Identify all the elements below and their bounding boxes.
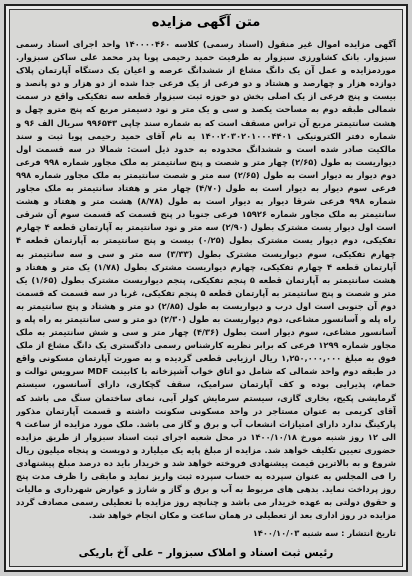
notice-body: آگهی مزایده اموال غیر منقول (اسناد رسمی) کلاسه ۱۴۰۰۰۰۴۶۰ واحد اجرای اسناد رسمی سبزوار. بانک کشاورزی سبزوار به طرفیت حمید رحیمی پویا پدر محمد علی ساکن سبزوار. موردمزایده و عمل آن یک دانگ مشاع از ششدانگ عرصه و اعیان یک دستگاه آپارتمان پلاک دوازده هزار و چهارصد و هشتاد و دو فرعی از یک فرعی جدا شده از دو هزار و دو پانصد و بیست و پنج فرعی از یک اصلی بخش دو حوزه ثبت سبزوار قطعه سه تفکیکی واقع در سمت شمالی طبقه دوم به مساحت یکصد و سی و یک متر و نود دسیمتر مربع که پنج مترو چهل و هشت سانتیمتر مربع آن تراس مسقف است که به شماره سند چاپی ۹۹۶۵۴۳ سریال الف ۹۶ و شماره دفتر الکترونیکی ۱۴۰۰۲۰۳۰۲۰۱۰۰۰۴۴۰۱ به نام آقای حمید رحیمی پویا ثبت و سند مالکیت صادر شده است و ششدانگ محدوده به حدود ذیل است: شمالا در سه قسمت اول دیواریست به طول (۲/۶۵) چهار متر و شصت و پنج سانتیمتر به ملک مجاور شماره ۹۹۸ فرعی دوم دیوار به دیوار است به طول (۲/۶۵) سه متر و شصت سانتیمتر به ملک مجاور شماره ۹۹۸ فرعی سوم دیوار به دیوار است به طول (۴/۷۰) چهار متر و هفتاد سانتیمتر به ملک مجاور شماره ۹۹۸ فرعی شرقا دیوار به دیوار است به طول (۸/۷۸) هشت متر و هفتاد و هشت سانتیمتر به ملک مجاور شماره ۱۵۹۲۶ فرعی جنوبا در پنج قسمت که قسمت سوم آن شرقی است اول دیوار یست مشترک بطول (۲/۹۰) سه متر و نود سانتیمتر به آپارتمان قطعه ۴ چهارم تفکیکی، دوم دیوار یست مشترک بطول (۰/۲۵) بیست و پنج سانتیمتر به آپارتمان قطعه ۴ چهارم تفکیکی، سوم دیواریست مشترک بطول (۳/۳۳) سه متر و سی و سه سانتیمتر به آپارتمان قطعه ۴ چهارم تفکیکی، چهارم دیواریست مشترک بطول (۱/۷۸) یک متر و هفتاد و هشت سانتیمتر به آپارتمان قطعه ۵ پنجم تفکیکی، پنجم دیواریست مشترک بطول (۱/۶۵) یک متر و شصت و پنج سانتیمتر به آپارتمان قطعه ۵ پنجم تفکیکی، غربا در سه قسمت که قسمت دوم آن جنوبی است اول درب و دیواریست به طول (۲/۸۵) دو متر و هشتاد و پنج سانتیمتر به راه پله و آسانسور مشاعی، دوم دیواریست به طول (۲/۳۰) دو متر و سی سانتیمتر به راه پله و آسانسور مشاعی، سوم دیوار است بطول (۴/۳۶) چهار متر و سی و شش سانتیمتر به ملک مجاور شماره ۱۲۹۹ فرعی که برابر نظریه کارشناس رسمی دادگستری یک دانگ مشاع از ملک فوق به مبلغ ۱,۲۵۰,۰۰۰,۰۰۰ ریال ارزیابی قطعی گردیده و به صورت آپارتمان مسکونی واقع در طبقه دوم واحد شمالی که شامل دو اتاق خواب آشپزخانه با کابینت MDF سرویس توالت و حمام، پذیرایی بوده و کف آپارتمان سرامیک، سقف گچکاری، دارای آسانسور، سیستم گرمایشی پکیج، بخاری گازی، سیستم سرمایش کولر آبی، نمای ساختمان سنگ می باشد که آقای کریمی به عنوان مستاجر در واحد مسکونی سکونت داشته و قسمت آپارتمان مذکور پارکینگ ندارد دارای امتیازات انشعاب آب و برق و گاز می باشد. ملک مورد مزایده از ساعت ۹ الی ۱۲ روز شنبه مورخ ۱۴۰۰/۱۰/۱۸ در محل شعبه اجرای ثبت اسناد سبزوار از طریق مزایده حضوری تعیین تکلیف خواهد شد. مزایده از مبلغ پایه یک میلیارد و دویست و پنجاه میلیون ریال شروع و به بالاترین قیمت پیشنهادی فروخته خواهد شد و خریدار باید ده درصد مبلغ پیشنهادی را فی المجلس به عنوان سپرده به حساب سپرده ثبت واریز نماید و مابقی را ظرف مدت پنج روز پرداخت نماید. بدهی های مربوط به آب و برق و گاز و شارژ و عوارض شهرداری و مالیات و حقوق دولتی به عهده خریدار می باشد و چنانچه روز مزایده با تعطیلی رسمی مصادف گردد مزایده در روز اداری بعد از تعطیلی در همان ساعت و مکان انجام خواهد شد.: [16, 39, 396, 521]
auction-notice: [4, 4, 408, 572]
signature: رئیس ثبت اسناد و املاک سبزوار – علی آخ باریکی: [78, 547, 334, 559]
publication-date: تاریخ انتشار : سه شنبه ۱۴۰۰/۱۰/۰۳: [252, 528, 396, 538]
notice-title: متن آگهی مزایده: [151, 15, 261, 30]
